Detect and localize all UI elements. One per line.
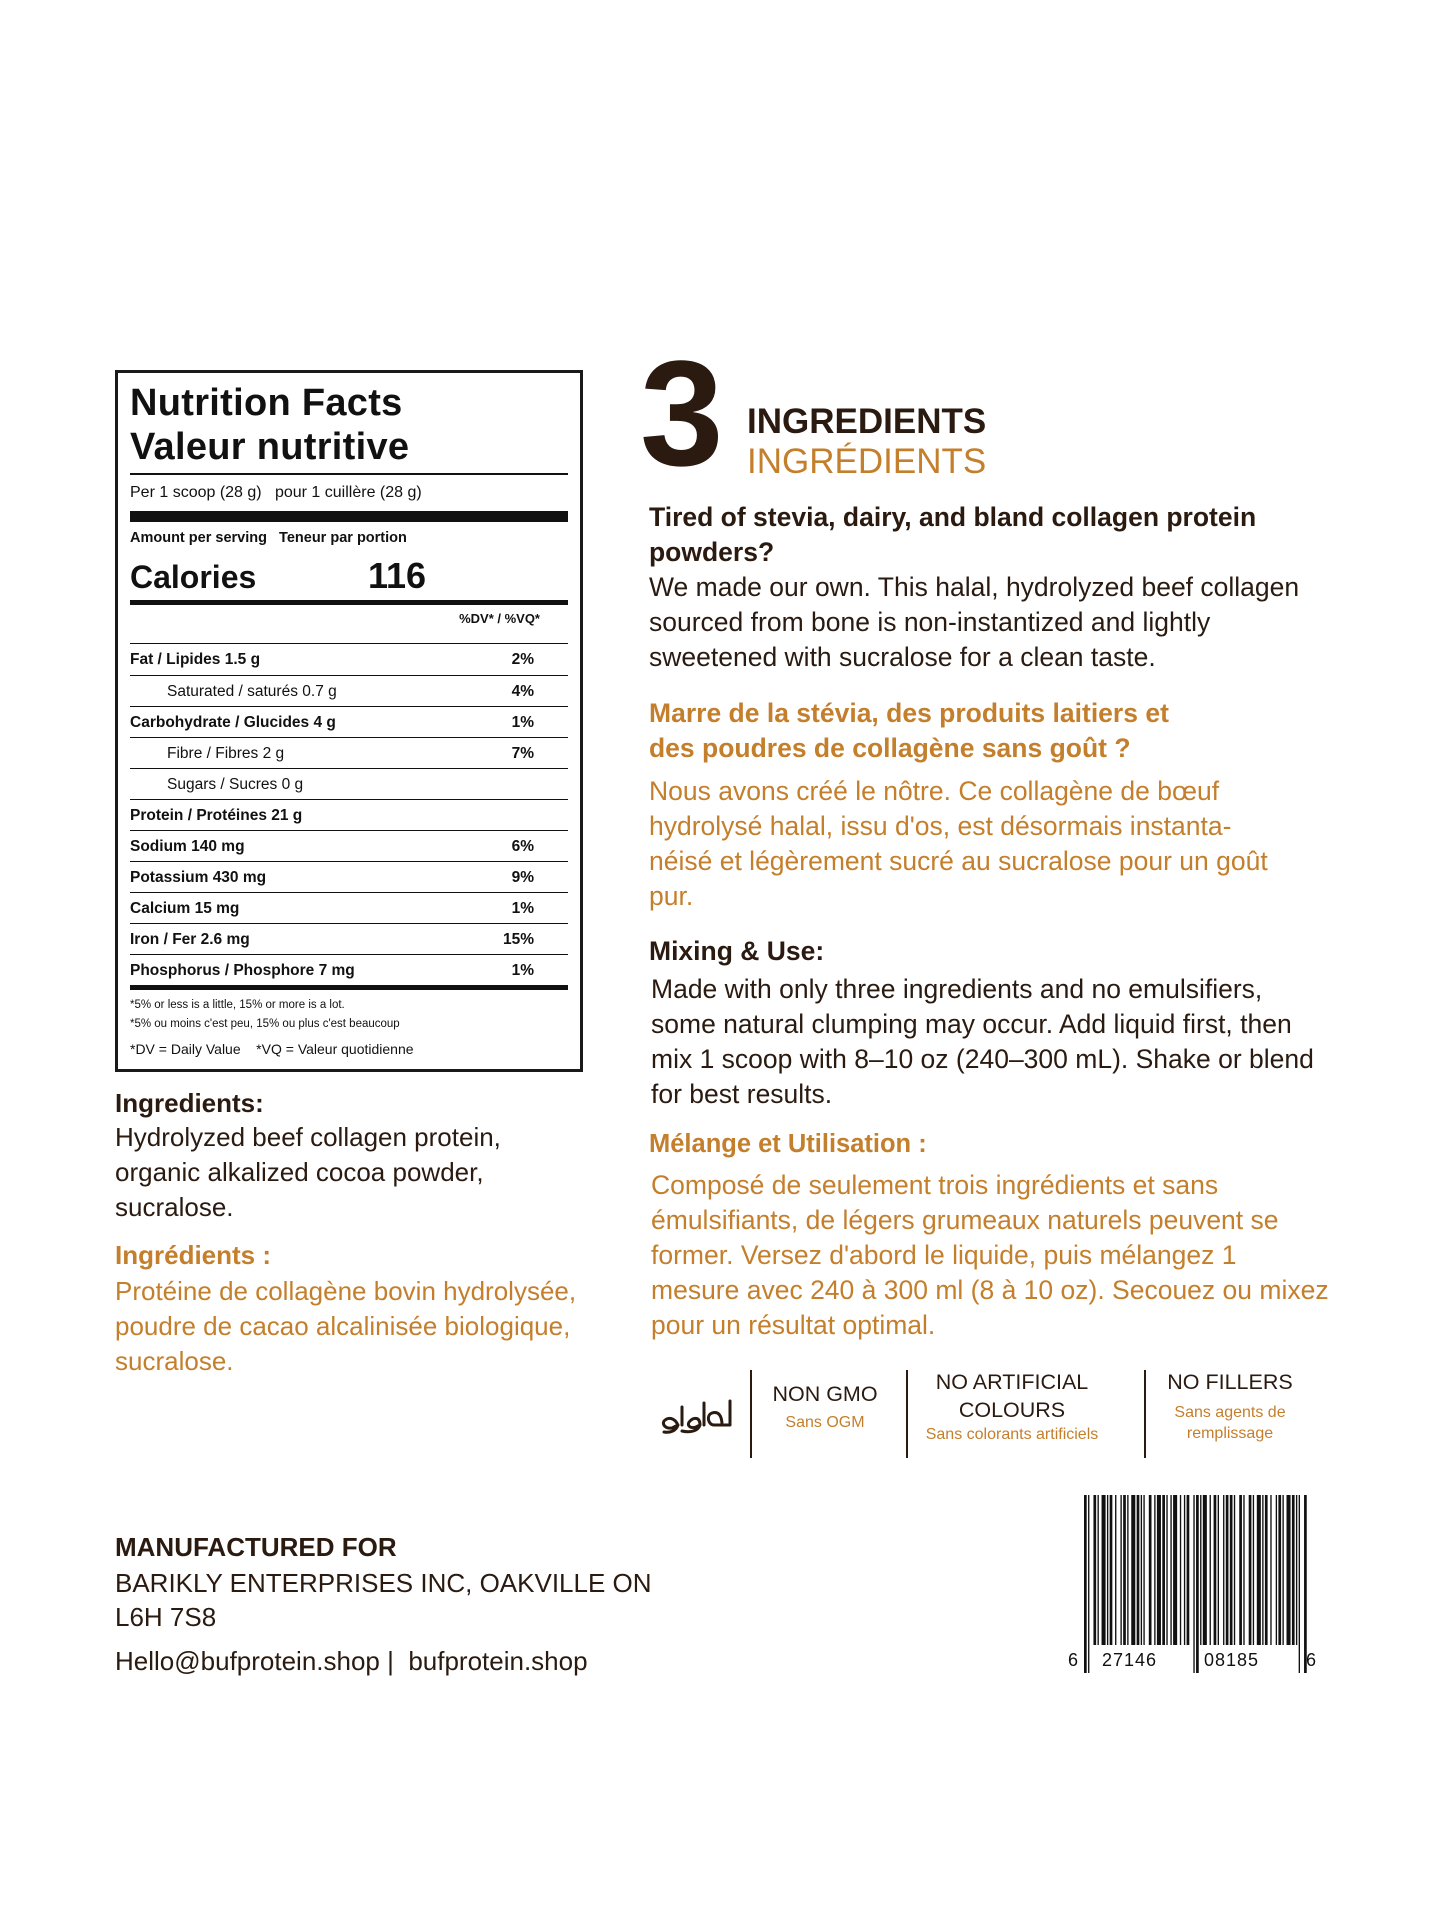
barcode-bar	[1149, 1495, 1152, 1645]
ingredients-text-en: Hydrolyzed beef collagen protein, organic alkalized cocoa powder, sucralose.	[115, 1122, 501, 1222]
nutrition-title	[130, 381, 568, 469]
barcode-bar	[1265, 1495, 1268, 1645]
barcode-bar	[1184, 1495, 1185, 1645]
barcode-bar	[1234, 1495, 1235, 1645]
barcode-bar	[1304, 1495, 1307, 1673]
daily-value-header: %DV* / %VQ*	[459, 611, 540, 626]
mixing-text-fr: Composé de seulement trois ingrédients et sans émulsifiants, de légers grumeaux naturels peuvent se former. Versez d'abord le liquide, puis mélangez 1 mesure avec 240 à 300 ml (8 à 10 oz). Secouez ou mixez pour un résultat optimal.	[651, 1170, 1329, 1340]
calories-value: 116	[368, 555, 427, 596]
mixing-text-en: Made with only three ingredients and no emulsifiers, some natural clumping may occur. Add liquid first, then mix 1 scoop with 8–10 oz (240–300 mL). Shake or blend for best results.	[651, 974, 1314, 1109]
calories-label: Calories	[130, 559, 257, 595]
barcode-bar	[1253, 1495, 1254, 1645]
barcode-bar	[1210, 1495, 1211, 1645]
badge-divider	[906, 1370, 908, 1458]
about-heading-fr: Marre de la stévia, des produits laitiers et des poudres de collagène sans goût ?	[649, 698, 1169, 763]
barcode-digits	[1068, 1650, 1318, 1674]
nutrient-row: Potassium 430 mg 9%	[130, 861, 568, 892]
barcode-bar	[1120, 1495, 1121, 1645]
barcode-bar	[1127, 1495, 1128, 1645]
no-fillers-en: NO FILLERS	[1167, 1370, 1293, 1394]
barcode-bar	[1249, 1495, 1252, 1645]
three-number: 3	[640, 329, 720, 497]
nutrient-row: Fat / Lipides 1.5 g 2%	[130, 651, 534, 668]
barcode-bar	[1223, 1495, 1224, 1645]
barcode-bar	[1154, 1495, 1155, 1645]
barcode-bar	[1200, 1495, 1201, 1645]
barcode-bar	[1143, 1495, 1144, 1645]
barcode-bar	[1292, 1495, 1295, 1645]
nutrition-footnotes	[130, 990, 568, 1064]
barcode-bar	[1262, 1495, 1263, 1645]
nutrient-row: Sugars / Sucres 0 g	[130, 768, 568, 799]
barcode-bar	[1278, 1495, 1281, 1645]
barcode-bar	[1214, 1495, 1217, 1645]
barcode-bar	[1187, 1495, 1190, 1645]
barcode-bar	[1157, 1495, 1161, 1645]
three-ingredients-en: INGREDIENTS	[747, 402, 987, 441]
barcode-bar	[1257, 1495, 1261, 1645]
barcode-bar	[1299, 1495, 1300, 1673]
dv-definition: *DV = Daily Value *VQ = Valeur quotidienne	[130, 1041, 414, 1057]
nutrition-title-fr: Valeur nutritive	[130, 426, 410, 468]
barcode-bar	[1107, 1495, 1108, 1645]
barcode-bar	[1123, 1495, 1126, 1645]
nutrient-row: Fibre / Fibres 2 g 7%	[130, 737, 568, 768]
barcode-bar	[1110, 1495, 1113, 1645]
nutrient-row: Iron / Fer 2.6 mg 15%	[130, 923, 568, 954]
barcode-bar	[1230, 1495, 1233, 1645]
nutrition-facts-table	[115, 370, 583, 1072]
nutrient-row: Phosphorus / Phosphore 7 mg 1%	[130, 954, 568, 985]
ingredients-text-fr: Protéine de collagène bovin hydrolysée, poudre de cacao alcalinisée biologique, sucralose.	[115, 1276, 577, 1376]
mixing-heading-fr: Mélange et Utilisation :	[649, 1130, 927, 1158]
barcode-bar	[1173, 1495, 1177, 1645]
barcode-bar	[1166, 1495, 1167, 1645]
manufacturer-address: BARIKLY ENTERPRISES INC, OAKVILLE ON L6H 7S8	[115, 1568, 652, 1632]
barcode-bar	[1193, 1495, 1194, 1673]
nutrition-title-en: Nutrition Facts	[130, 382, 403, 424]
non-gmo-en: NON GMO	[772, 1382, 878, 1406]
nutrient-row: Calcium 15 mg 1%	[130, 892, 568, 923]
ingredients-heading-en: Ingredients:	[115, 1088, 264, 1118]
barcode-bar	[1226, 1495, 1229, 1645]
no-fillers-badge	[1150, 1368, 1310, 1444]
badge-divider	[1144, 1370, 1146, 1458]
footnote-fr: *5% ou moins c'est peu, 15% ou plus c'est beaucoup	[130, 1018, 400, 1030]
ingredients-heading-fr: Ingrédients :	[115, 1240, 272, 1270]
barcode-bar	[1239, 1495, 1242, 1645]
barcode-bar	[1115, 1495, 1116, 1645]
non-gmo-fr: Sans OGM	[785, 1414, 865, 1431]
nutrient-rows	[130, 644, 568, 985]
barcode-bar	[1282, 1495, 1283, 1645]
barcode-bar	[1088, 1495, 1089, 1673]
badge-divider	[750, 1370, 752, 1458]
barcode-bar	[1203, 1495, 1207, 1645]
barcode-bar	[1270, 1495, 1271, 1645]
halal-arabic-icon	[660, 1395, 734, 1435]
barcode-bar	[1170, 1495, 1171, 1645]
manufacturer-contact: Hello@bufprotein.shop | bufprotein.shop	[115, 1646, 588, 1676]
nutrient-row: Protein / Protéines 21 g	[130, 799, 568, 830]
barcode-bar	[1093, 1495, 1096, 1645]
serving-size: Per 1 scoop (28 g) pour 1 cuillère (28 g)	[130, 484, 422, 501]
nutrient-row: Sodium 140 mg 6%	[130, 830, 568, 861]
barcode-first-digit: 6	[1068, 1650, 1079, 1670]
barcode-bar	[1218, 1495, 1219, 1645]
barcode-bar	[1243, 1495, 1244, 1645]
barcode-bar	[1084, 1495, 1087, 1673]
barcode-bar	[1276, 1495, 1277, 1645]
barcode-left-group: 27146	[1102, 1650, 1158, 1670]
barcode-bar	[1137, 1495, 1140, 1645]
barcode-bar	[1162, 1495, 1165, 1645]
about-heading-en: Tired of stevia, dairy, and bland collagen protein powders?	[649, 502, 1257, 567]
mixing-heading-en: Mixing & Use:	[649, 936, 825, 966]
footnote-en: *5% or less is a little, 15% or more is a lot.	[130, 999, 345, 1011]
barcode-bar	[1196, 1495, 1199, 1673]
barcode-bar	[1131, 1495, 1135, 1645]
nutrient-row: Saturated / saturés 0.7 g 4%	[130, 675, 568, 706]
barcode-bar	[1287, 1495, 1291, 1645]
no-artificial-en: NO ARTIFICIAL COLOURS	[935, 1370, 1089, 1422]
about-text-en: We made our own. This halal, hydrolyzed beef collagen sourced from bone is non-instantized and lightly sweetened with sucralose for a clean taste.	[649, 572, 1300, 672]
barcode-bar	[1296, 1495, 1297, 1645]
non-gmo-badge	[760, 1380, 890, 1433]
amount-per-serving: Amount per serving Teneur par portion	[130, 530, 407, 546]
barcode-right-group: 08185	[1204, 1650, 1260, 1670]
barcode-last-digit: 6	[1306, 1650, 1317, 1670]
barcode-bar	[1098, 1495, 1099, 1645]
no-fillers-fr: Sans agents de remplissage	[1174, 1404, 1286, 1442]
barcode-bar	[1180, 1495, 1181, 1645]
no-artificial-badge	[912, 1368, 1112, 1445]
no-artificial-fr: Sans colorants artificiels	[925, 1426, 1099, 1443]
manufacturer-heading: MANUFACTURED FOR	[115, 1532, 397, 1562]
calories-row	[130, 554, 568, 600]
three-ingredients-fr: INGRÉDIENTS	[747, 442, 987, 481]
barcode-bar	[1102, 1495, 1106, 1645]
barcode-bar	[1141, 1495, 1142, 1645]
about-text-fr: Nous avons créé le nôtre. Ce collagène de bœuf hydrolysé halal, issu d'os, est désormais instanta-néisé et légèrement sucré au sucralose pour un goût pur.	[649, 776, 1268, 911]
nutrient-row: Carbohydrate / Glucides 4 g 1%	[130, 706, 568, 737]
